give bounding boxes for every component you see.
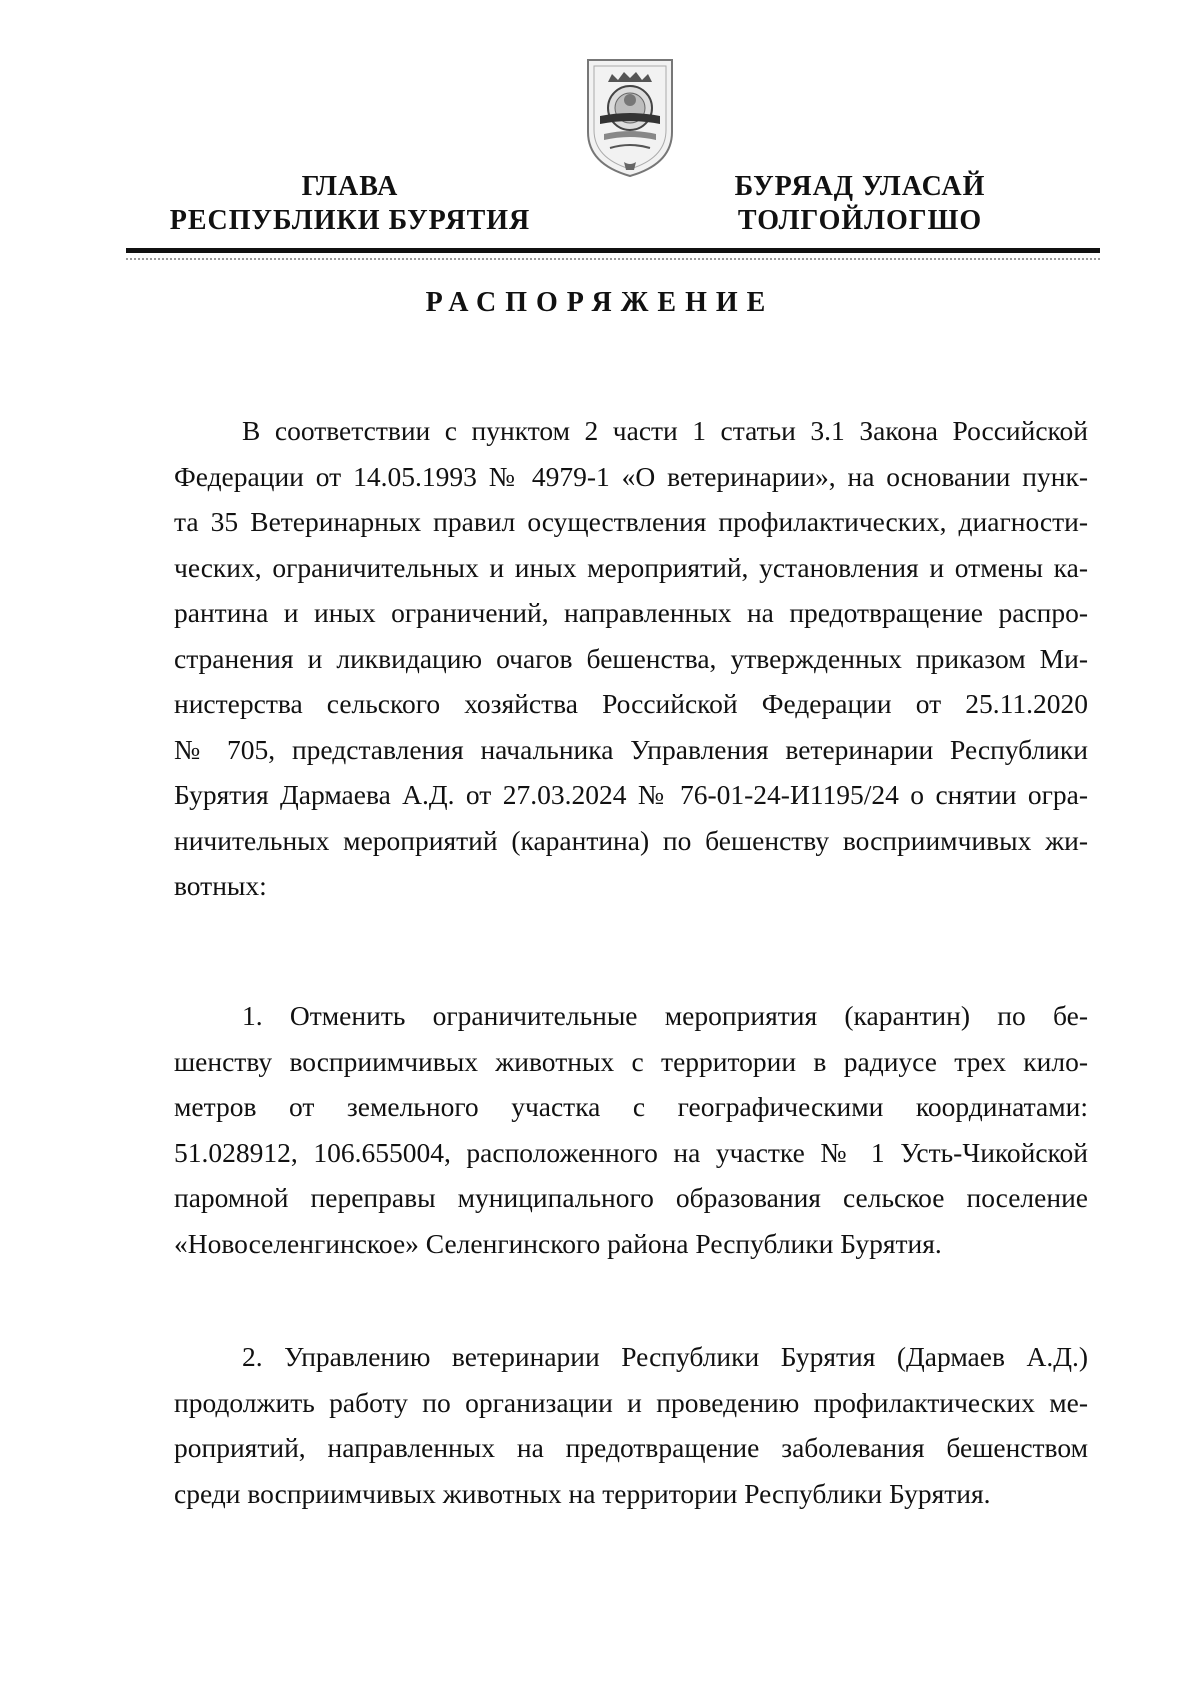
text-line: 1. Отменить ограничительные мероприятия (карантин) по бе- (242, 1000, 1088, 1031)
issuer-buryat-line2: ТОЛГОЙЛОГШО (737, 205, 983, 236)
text-line: ничительных мероприятий (карантина) по бешенству восприимчивых жи- (174, 824, 1088, 856)
order-item-2 (174, 1334, 1088, 1516)
text-line: рантина и иных ограничений, направленных на предотвращение распро- (174, 597, 1088, 628)
text-line: странения и ликвидацию очагов бешенства, утвержденных приказом Ми- (174, 642, 1088, 674)
issuer-buryat-line1: БУРЯАД УЛАСАЙ (734, 171, 986, 202)
text-line: «Новоселенгинское» Селенгинского района Республики Бурятия. (174, 1227, 942, 1259)
preamble-paragraph (174, 408, 1088, 909)
text-line: вотных: (174, 870, 267, 901)
text-line: та 35 Ветеринарных правил осуществления профилактических, диагности- (174, 506, 1088, 537)
text-line: шенству восприимчивых животных с территории в радиусе трех кило- (174, 1045, 1088, 1077)
text-line: Федерации от 14.05.1993 № 4979-1 «О ветеринарии», на основании пунк- (174, 460, 1088, 492)
issuer-russian-line2: РЕСПУБЛИКИ БУРЯТИЯ (169, 205, 531, 236)
text-line: ческих, ограничительных и иных мероприятий, установления и отмены ка- (174, 551, 1088, 583)
text-line: 51.028912, 106.655004, расположенного на участке № 1 Усть-Чикойской (174, 1136, 1088, 1168)
text-line: продолжить работу по организации и проведению профилактических ме- (174, 1386, 1088, 1418)
text-line: паромной переправы муниципального образования сельское поселение (174, 1182, 1088, 1213)
text-line: метров от земельного участка с географическими координатами: (174, 1091, 1088, 1122)
text-line: среди восприимчивых животных на территории Республики Бурятия. (174, 1477, 991, 1509)
text-line: нистерства сельского хозяйства Российской Федерации от 25.11.2020 (174, 688, 1088, 719)
text-line: № 705, представления начальника Управления ветеринарии Республики (174, 733, 1088, 765)
text-line: 2. Управлению ветеринарии Республики Бурятия (Дармаев А.Д.) (242, 1341, 1088, 1372)
text-line: роприятий, направленных на предотвращение заболевания бешенством (174, 1432, 1088, 1463)
header-divider-thick (126, 248, 1100, 253)
coat-of-arms-icon (580, 56, 680, 180)
text-line: Бурятия Дармаева А.Д. от 27.03.2024 № 76-01-24-И1195/24 о снятии огра- (174, 779, 1088, 810)
header-divider-thin (126, 258, 1100, 260)
issuer-russian (130, 170, 570, 238)
order-item-1 (174, 993, 1088, 1266)
issuer-russian-line1: ГЛАВА (301, 171, 399, 202)
issuer-buryat (690, 170, 1030, 238)
text-line: В соответствии с пунктом 2 части 1 статьи 3.1 Закона Российской (242, 415, 1088, 446)
document-title: РАСПОРЯЖЕНИЕ (425, 287, 775, 318)
